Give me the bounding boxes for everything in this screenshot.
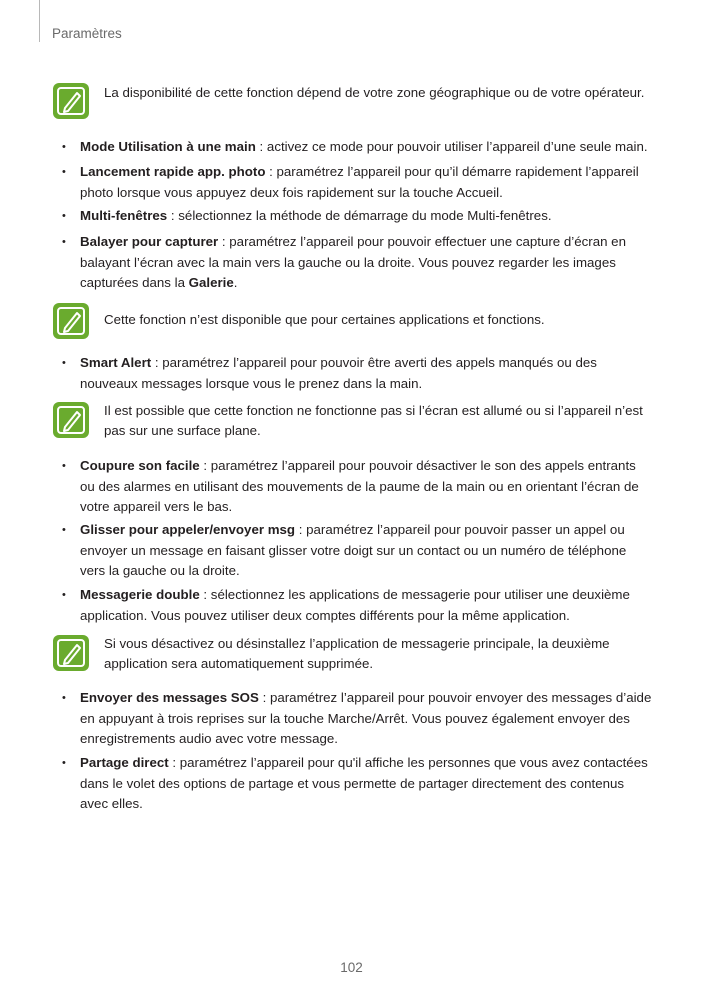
page-number: 102 (340, 960, 363, 975)
list-item-description: : paramétrez l’appareil pour pouvoir être averti des appels manqués ou des nouveaux messages lorsque vous le prenez dans la main. (80, 355, 597, 391)
bullet-marker: • (62, 757, 66, 769)
bullet-marker: • (62, 141, 66, 153)
list-item-text (80, 232, 652, 294)
list-item-term: Coupure son facile (80, 458, 200, 473)
list-item-text (80, 456, 652, 518)
list-item-term: Balayer pour capturer (80, 234, 219, 249)
list-item-description: : sélectionnez la méthode de démarrage du mode Multi-fenêtres. (167, 208, 552, 223)
note-text: Si vous désactivez ou désinstallez l’application de messagerie principale, la deuxième application sera automatiquement supprimée. (104, 636, 610, 671)
bullet-marker: • (62, 692, 66, 704)
list-item-term: Partage direct (80, 755, 169, 770)
list-item-description: : paramétrez l’appareil pour pouvoir effectuer une capture d’écran en balayant l’écran avec la main vers la gauche ou la droite. Vous pouvez regarder les images capturées dans la (80, 234, 626, 290)
note-pencil-icon (52, 401, 90, 439)
list-item-term: Messagerie double (80, 587, 200, 602)
list-item-text (80, 753, 652, 815)
bullet-marker: • (62, 357, 66, 369)
note-text: La disponibilité de cette fonction dépend de votre zone géographique ou de votre opérateur. (104, 85, 645, 100)
list-item-description: : paramétrez l’appareil pour qu’il démarre rapidement l’appareil photo lorsque vous appuyez deux fois rapidement sur la touche Accueil. (80, 164, 639, 200)
note-text: Il est possible que cette fonction ne fonctionne pas si l’écran est allumé ou si l’appareil n’est pas sur une surface plane. (104, 403, 643, 438)
bullet-marker: • (62, 460, 66, 472)
bullet-marker: • (62, 236, 66, 248)
list-item-text (80, 688, 652, 750)
bullet-marker: • (62, 166, 66, 178)
list-item-description: : paramétrez l’appareil pour qu'il affiche les personnes que vous avez contactées dans le volet des options de partage et vous permette de partager directement des contenus avec elles. (80, 755, 648, 811)
list-item-description: : sélectionnez les applications de messagerie pour utiliser une deuxième application. Vous pouvez utiliser deux comptes différents pour la même application. (80, 587, 630, 623)
gallery-app-name: Galerie (188, 275, 234, 290)
note-pencil-icon (52, 302, 90, 340)
list-item-text (80, 206, 652, 227)
list-item-text (80, 353, 652, 394)
list-item-term: Multi-fenêtres (80, 208, 168, 223)
list-item-description: : paramétrez l’appareil pour pouvoir désactiver le son des appels entrants ou des alarmes en utilisant des mouvements de la paume de la main ou en orientant l’écran de votre appareil vers le bas. (80, 458, 639, 514)
list-item-term: Glisser pour appeler/envoyer msg (80, 522, 296, 537)
list-item-term: Envoyer des messages SOS (80, 690, 259, 705)
list-item-description: : activez ce mode pour pouvoir utiliser l’appareil d’une seule main. (255, 139, 648, 154)
list-item-description: : paramétrez l’appareil pour pouvoir envoyer des messages d’aide en appuyant à trois reprises sur la touche Marche/Arrêt. Vous pouvez également envoyer des enregistrements audio avec votre message. (80, 690, 652, 746)
list-item-text (80, 137, 652, 158)
section-title: Paramètres (52, 26, 122, 41)
list-item-term: Smart Alert (80, 355, 152, 370)
bullet-marker: • (62, 210, 66, 222)
header-rule (39, 0, 40, 42)
list-item-term: Lancement rapide app. photo (80, 164, 266, 179)
list-item-description: : paramétrez l’appareil pour pouvoir passer un appel ou envoyer un message en faisant glisser votre doigt sur un contact ou un numéro de téléphone vers la gauche ou la droite. (80, 522, 627, 578)
list-item-description-end: . (233, 275, 238, 290)
list-item-text (80, 585, 652, 626)
bullet-marker: • (62, 524, 66, 536)
list-item-term: Mode Utilisation à une main (80, 139, 256, 154)
list-item-text (80, 162, 652, 203)
bullet-marker: • (62, 589, 66, 601)
note-text: Cette fonction n’est disponible que pour certaines applications et fonctions. (104, 312, 545, 327)
list-item-text (80, 520, 652, 582)
note-pencil-icon (52, 82, 90, 120)
note-pencil-icon (52, 634, 90, 672)
